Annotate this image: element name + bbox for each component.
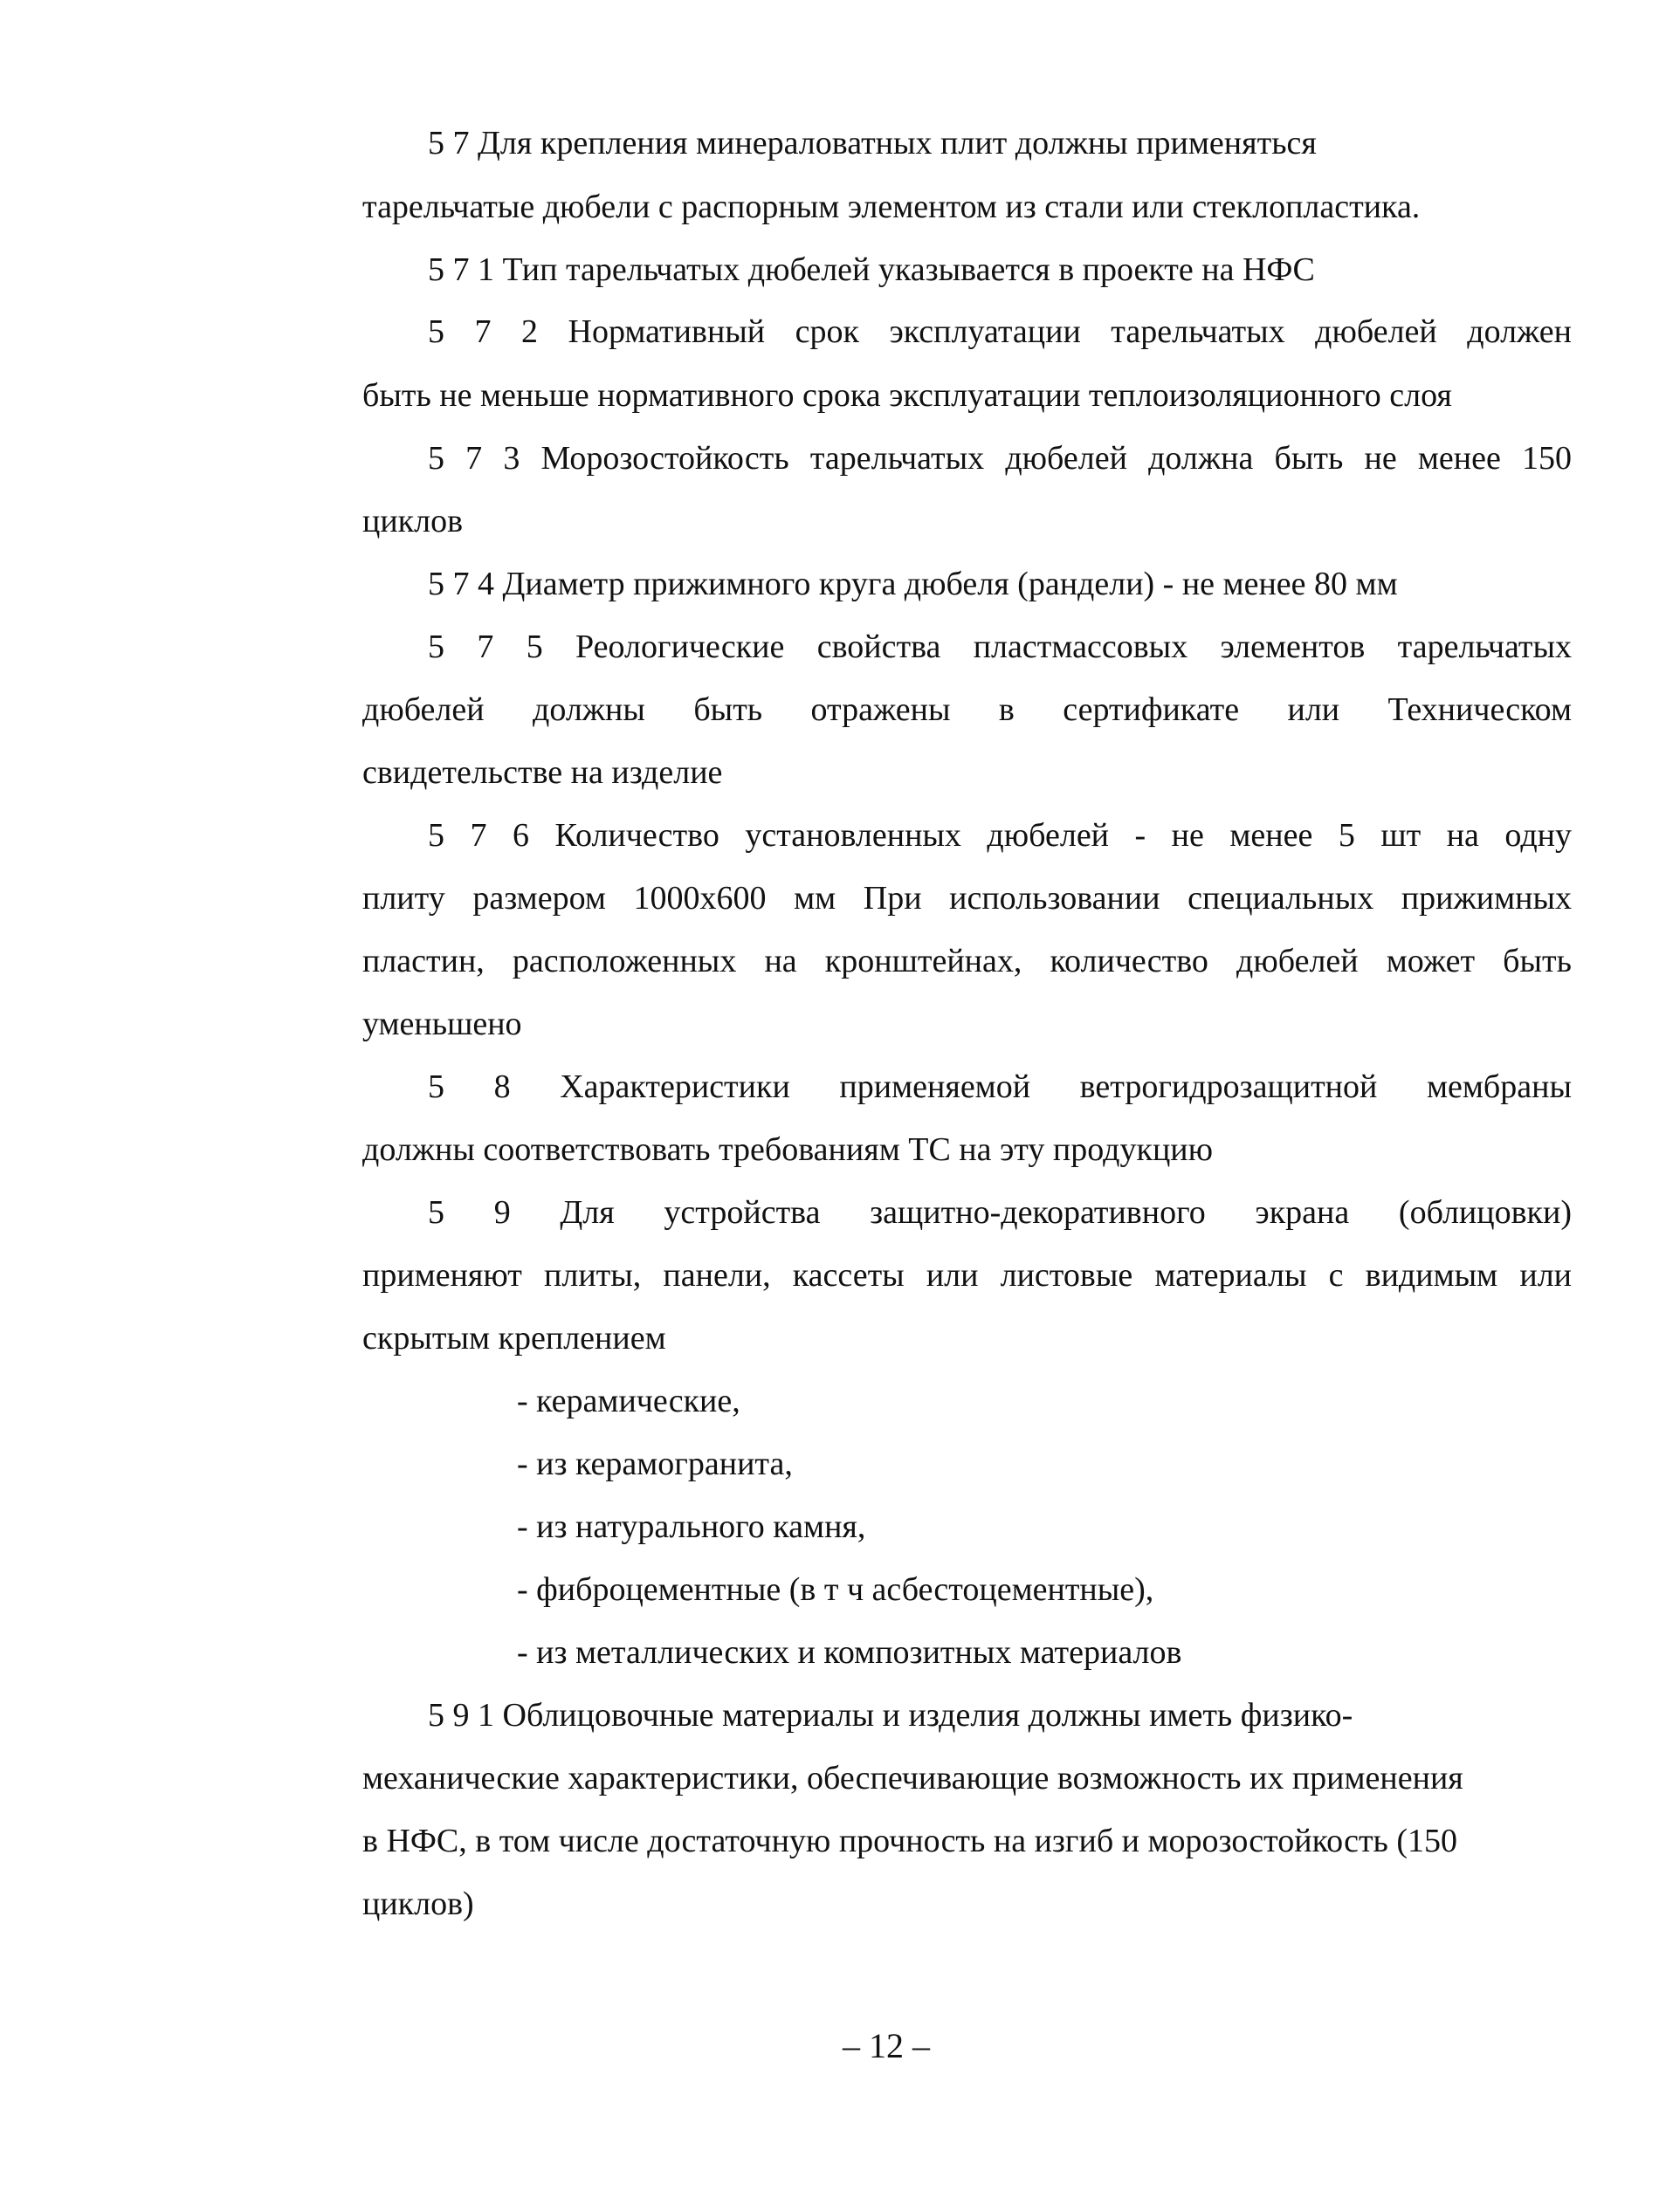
text-line: применяют плиты, панели, кассеты или листовые материалы с видимым или	[362, 1257, 1572, 1294]
text-line: в НФС, в том числе достаточную прочность на изгиб и морозостойкость (150	[362, 1823, 1458, 1859]
text-line: циклов	[362, 503, 464, 539]
list-item: - керамические,	[517, 1383, 740, 1419]
text-line: 5 7 Для крепления минераловатных плит должны применяться	[428, 125, 1317, 161]
text-line: скрытым креплением	[362, 1320, 666, 1357]
text-line: 5 9 Для устройства защитно-декоративного экрана (облицовки)	[428, 1194, 1572, 1231]
list-item: - из керамогранита,	[517, 1446, 793, 1482]
text-line: плиту размером 1000х600 мм При использовании специальных прижимных	[362, 880, 1572, 917]
text-line: уменьшено	[362, 1006, 522, 1042]
text-line: 5 7 3 Морозостойкость тарельчатых дюбелей должна быть не менее 150	[428, 440, 1572, 477]
text-line: тарельчатые дюбели с распорным элементом из стали или стеклопластика.	[362, 189, 1421, 225]
text-line: свидетельстве на изделие	[362, 754, 723, 791]
text-line: 5 8 Характеристики применяемой ветрогидрозащитной мембраны	[428, 1068, 1572, 1105]
text-line: циклов)	[362, 1886, 474, 1922]
list-item: - из натурального камня,	[517, 1508, 866, 1545]
list-item: - из металлических и композитных материалов	[517, 1634, 1182, 1671]
text-line: дюбелей должны быть отражены в сертификате или Техническом	[362, 691, 1572, 728]
text-line: 5 7 5 Реологические свойства пластмассовых элементов тарельчатых	[428, 629, 1572, 665]
text-line: механические характеристики, обеспечивающие возможность их применения	[362, 1760, 1463, 1796]
text-line: 5 9 1 Облицовочные материалы и изделия должны иметь физико-	[428, 1697, 1353, 1734]
text-line: 5 7 6 Количество установленных дюбелей - не менее 5 шт на одну	[428, 817, 1572, 854]
text-line: должны соответствовать требованиям ТС на эту продукцию	[362, 1131, 1214, 1168]
text-line: 5 7 2 Нормативный срок эксплуатации тарельчатых дюбелей должен	[428, 313, 1572, 350]
page-number: – 12 –	[843, 2026, 930, 2065]
text-line: 5 7 4 Диаметр прижимного круга дюбеля (рандели) - не менее 80 мм	[428, 566, 1398, 602]
list-item: - фиброцементные (в т ч асбестоцементные),	[517, 1571, 1154, 1608]
text-line: 5 7 1 Тип тарельчатых дюбелей указывается в проекте на НФС	[428, 251, 1315, 288]
text-line: пластин, расположенных на кронштейнах, количество дюбелей может быть	[362, 943, 1572, 979]
text-line: быть не меньше нормативного срока эксплуатации теплоизоляционного слоя	[362, 377, 1452, 414]
